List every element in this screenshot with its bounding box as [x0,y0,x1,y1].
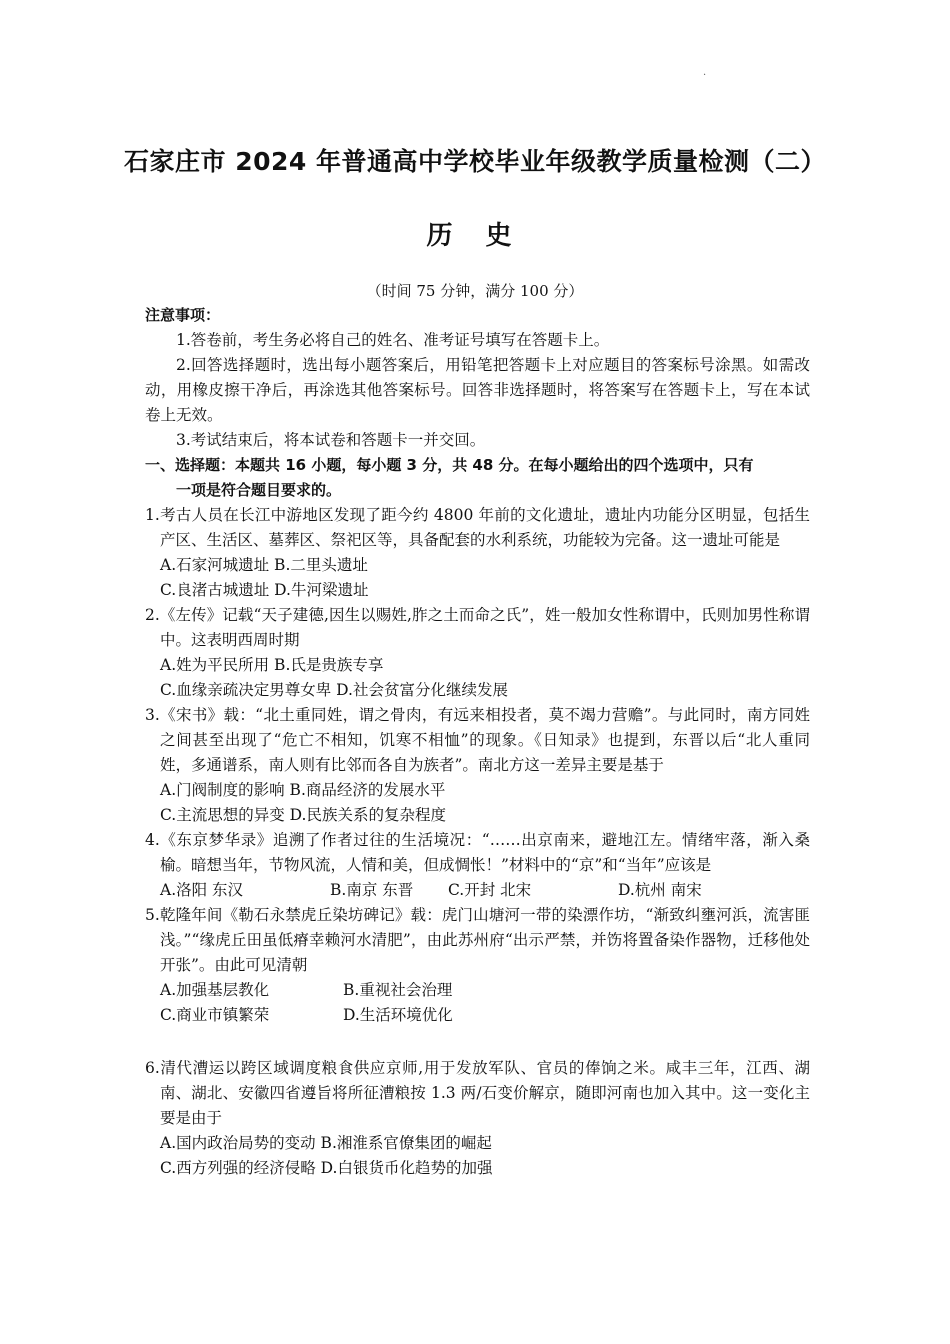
question-4-option-c: C.开封 北宋 [448,881,532,899]
subject-title: 历 史 [426,221,524,251]
question-3-option-row: A.门阀制度的影响 B.商品经济的发展水平 [160,781,446,799]
question-4-option-d: D.杭州 南宋 [618,881,702,899]
exam-title: 石家庄市 2024 年普通高中学校毕业年级教学质量检测（二） [124,147,826,176]
question-4-options [145,878,810,903]
question-6-stem: 6.清代漕运以跨区域调度粮食供应京师,用于发放军队、官员的俸饷之米。咸丰三年，江西、湖南、湖北、安徽四省遵旨将所征漕粮按 1.3 两/石变价解京，随即河南也加入其中。这一变化主要是由于 [145,1059,810,1127]
spacer [145,1028,810,1056]
question-5-stem: 5.乾隆年间《勒石永禁虎丘染坊碑记》载：虎门山塘河一带的染漂作坊，“渐致纠壅河浜，流害匪浅。”“缘虎丘田虽低瘠幸赖河水清肥”，由此苏州府“出示严禁，并饬将置备染作器物，迁移他处开张”。由此可见清朝 [145,906,810,974]
question-1-option-row: A.石家河城遗址 B.二里头遗址 [160,556,368,574]
question-5-option-c: C.商业市镇繁荣 [160,1006,270,1024]
question-4-stem: 4.《东京梦华录》追溯了作者过往的生活境况：“……出京南来，避地江左。情绪牢落，渐入桑榆。暗想当年，节物风流，人情和美，但成惆怅！”材料中的“京”和“当年”应该是 [145,831,810,874]
question-1-stem: 1.考古人员在长江中游地区发现了距今约 4800 年前的文化遗址，遗址内功能分区明显，包括生产区、生活区、墓葬区、祭祀区等，具备配套的水利系统，功能较为完备。这一遗址可能是 [145,506,810,549]
corner-dot: · [703,70,707,81]
question-1-option-row: C.良渚古城遗址 D.牛河梁遗址 [160,581,369,599]
question-4-option-a: A.洛阳 东汉 [160,881,244,899]
exam-content [145,303,810,1181]
section-heading: 一、选择题：本题共 16 小题，每小题 3 分，共 48 分。在每小题给出的四个选项中，只有 [145,456,754,474]
question-6-option-row: A.国内政治局势的变动 B.湘淮系官僚集团的崛起 [160,1134,492,1152]
notice-item-2: 2.回答选择题时，选出每小题答案后，用铅笔把答题卡上对应题目的答案标号涂黑。如需改动，用橡皮擦干净后，再涂选其他答案标号。回答非选择题时，将答案写在答题卡上，写在本试卷上无效。 [145,356,810,424]
question-4-option-b: B.南京 东晋 [330,881,414,899]
question-6-option-row: C.西方列强的经济侵略 D.白银货币化趋势的加强 [160,1159,493,1177]
notice-item-3: 3.考试结束后，将本试卷和答题卡一并交回。 [176,431,486,449]
question-3-stem: 3.《宋书》载：“北土重同姓，谓之骨肉，有远来相投者，莫不竭力营赡”。与此同时，南方同姓之间甚至出现了“危亡不相知，饥寒不相恤”的现象。《日知录》也提到，东晋以后“北人重同姓，多通谱系，南人则有比邻而各自为族者”。南北方这一差异主要是基于 [145,706,810,774]
notice-item-1: 1.答卷前，考生务必将自己的姓名、准考证号填写在答题卡上。 [176,331,610,349]
question-2-option-row: A.姓为平民所用 B.氏是贵族专享 [160,656,384,674]
question-5-option-b: B.重视社会治理 [343,981,453,999]
question-2-option-row: C.血缘亲疏决定男尊女卑 D.社会贫富分化继续发展 [160,681,508,699]
question-3-option-row: C.主流思想的异变 D.民族关系的复杂程度 [160,806,446,824]
notice-heading: 注意事项： [145,306,221,324]
question-5-options-row-2 [145,1003,810,1028]
section-heading-cont: 一项是符合题目要求的。 [176,481,342,499]
question-2-stem: 2.《左传》记载“天子建德,因生以赐姓,胙之土而命之氏”，姓一般加女性称谓中，氏则加男性称谓中。这表明西周时期 [145,606,810,649]
time-info: （时间 75 分钟，满分 100 分） [366,282,584,300]
question-5-options-row-1 [145,978,810,1003]
question-5-option-d: D.生活环境优化 [343,1006,453,1024]
question-5-option-a: A.加强基层教化 [160,981,270,999]
